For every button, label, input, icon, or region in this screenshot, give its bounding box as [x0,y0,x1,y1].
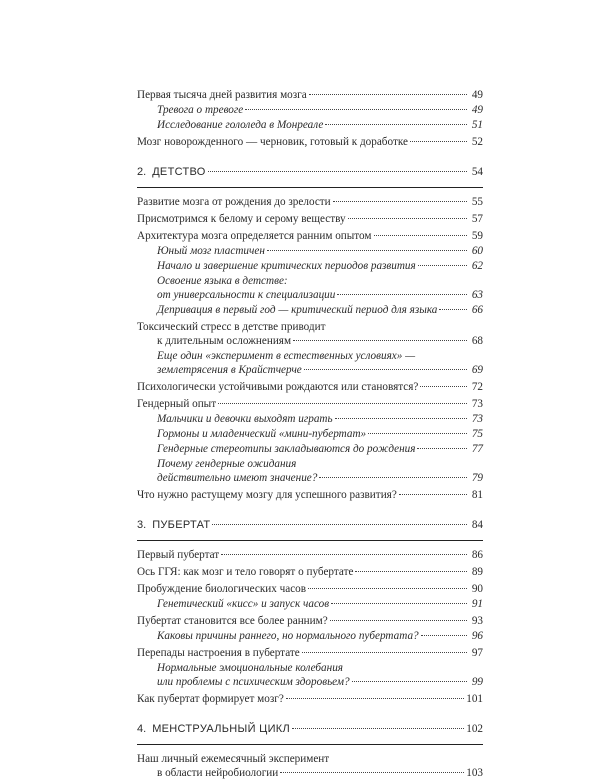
page-number: 60 [471,245,483,257]
page-number: 99 [471,676,483,688]
page-number: 103 [466,767,483,779]
entry-title: Архитектура мозга определяется ранним опытом [137,230,372,242]
toc-entry[interactable] [137,88,483,102]
dot-leader [309,94,467,95]
toc-subentry[interactable] [137,259,483,273]
entry-title: Первый пубертат [137,549,220,561]
entry-line [137,244,483,258]
entry-title: Еще один «эксперимент в естественных условиях» — [157,350,416,362]
entry-line [137,397,483,411]
entry-line [137,303,483,317]
toc-entry[interactable] [137,582,483,596]
entry-title: Гендерный опыт [137,398,217,410]
toc-subentry[interactable] [137,349,483,377]
entry-title: Тревога о тревоге [157,104,244,116]
section-spacer [137,745,483,749]
toc-subentry[interactable] [137,457,483,485]
entry-line [137,597,483,611]
toc-entry[interactable] [137,565,483,579]
entry-title: Почему гендерные ожидания [157,458,297,470]
dot-leader [218,403,467,404]
entry-title: Токсический стресс в детстве приводит [137,321,326,333]
toc-subentry[interactable] [137,629,483,643]
entry-line [137,752,483,766]
dot-leader [280,772,464,773]
entry-line [137,427,483,441]
dot-leader [352,681,467,682]
section-heading[interactable] [137,165,483,179]
entry-title: Гендерные стереотипы закладываются до рождения [157,443,416,455]
entry-title: Что нужно растущему мозгу для успешного развития? [137,489,397,501]
entry-title: или проблемы с психическим здоровьем? [157,676,350,688]
toc-entry[interactable] [137,752,483,780]
page-number: 79 [471,472,483,484]
entry-title: Мальчики и девочки выходят играть [157,413,333,425]
toc-entry[interactable] [137,212,483,226]
dot-leader [267,250,467,251]
toc-entry[interactable] [137,614,483,628]
entry-line [137,675,483,689]
page-number: 89 [471,566,483,578]
entry-line [137,320,483,334]
toc-subentry[interactable] [137,597,483,611]
entry-title: от универсальности к специализации [157,289,336,301]
dot-leader [399,494,467,495]
entry-line [137,135,483,149]
page-number: 52 [471,136,483,148]
page-number: 55 [471,196,483,208]
page-number: 72 [471,381,483,393]
page-number: 57 [471,213,483,225]
entry-title: Освоение языка в детстве: [157,275,288,287]
entry-line [137,103,483,117]
entry-line [137,363,483,377]
page-number: 49 [471,104,483,116]
entry-line [137,229,483,243]
section-number: 2. [137,166,147,178]
page-number: 75 [471,428,483,440]
toc-subentry[interactable] [137,412,483,426]
page-number: 81 [471,489,483,501]
section-number: 3. [137,519,147,531]
entry-line [137,195,483,209]
dot-leader [331,603,467,604]
page-number: 90 [471,583,483,595]
dot-leader [335,418,467,419]
dot-leader [302,652,467,653]
entry-line [137,614,483,628]
page-number: 54 [471,166,483,178]
page-number: 59 [471,230,483,242]
entry-line [137,334,483,348]
entry-title: Генетический «кисс» и запуск часов [157,598,330,610]
dot-leader [420,386,467,387]
entry-title: Как пубертат формирует мозг? [137,693,284,705]
entry-line [137,692,483,706]
entry-line [137,488,483,502]
dot-leader [221,554,467,555]
entry-line [137,259,483,273]
entry-title: Депривация в первый год — критический период для языка [157,304,438,316]
page-number: 66 [471,304,483,316]
dot-leader [325,124,467,125]
entry-title: в области нейробиологии [157,767,279,779]
dot-leader [348,218,467,219]
entry-title: Гормоны и младенческий «мини-пубертат» [157,428,367,440]
toc-entry[interactable] [137,488,483,502]
entry-line [137,274,483,288]
entry-line [137,88,483,102]
toc-subentry[interactable] [137,118,483,132]
dot-leader [245,109,467,110]
page-number: 97 [471,647,483,659]
dot-leader [212,524,467,525]
entry-title: Развитие мозга от рождения до зрелости [137,196,331,208]
dot-leader [286,698,464,699]
toc-entry[interactable] [137,320,483,348]
entry-title: к длительным осложнениям [157,335,292,347]
entry-line [137,412,483,426]
toc-entry[interactable] [137,397,483,411]
entry-line [137,349,483,363]
entry-line [137,288,483,302]
page-number: 77 [471,443,483,455]
entry-title: Нормальные эмоциональные колебания [157,662,343,674]
section-heading[interactable] [137,518,483,532]
page-number: 62 [471,260,483,272]
toc-subentry[interactable] [137,244,483,258]
page-number: 73 [471,413,483,425]
toc-entry[interactable] [137,548,483,562]
entry-line [137,457,483,471]
section-title: ДЕТСТВО [152,166,206,178]
toc-entry[interactable] [137,646,483,660]
entry-line [137,766,483,780]
entry-title: Каковы причины раннего, но нормального пубертата? [157,630,419,642]
dot-leader [355,571,467,572]
entry-line [137,661,483,675]
entry-line [137,582,483,596]
entry-line [137,118,483,132]
entry-title: Психологически устойчивыми рождаются или становятся? [137,381,419,393]
toc-entry[interactable] [137,135,483,149]
section-title: МЕНСТРУАЛЬНЫЙ ЦИКЛ [152,723,291,735]
dot-leader [417,448,467,449]
section-number: 4. [137,723,147,735]
dot-leader [337,294,467,295]
dot-leader [319,477,467,478]
page-number: 96 [471,630,483,642]
dot-leader [374,235,467,236]
section-spacer [137,541,483,545]
section-spacer [137,188,483,192]
entry-title: действительно имеют значение? [157,472,318,484]
toc-entry[interactable] [137,692,483,706]
toc-entry[interactable] [137,380,483,394]
toc-subentry[interactable] [137,661,483,689]
page-number: 84 [471,519,483,531]
toc-subentry[interactable] [137,442,483,456]
dot-leader [292,728,464,729]
entry-line [137,548,483,562]
entry-title: Мозг новорожденного — черновик, готовый к доработке [137,136,408,148]
entry-line [137,629,483,643]
entry-line [137,442,483,456]
section-heading[interactable] [137,722,483,736]
page-number: 86 [471,549,483,561]
entry-title: Начало и завершение критических периодов развития [157,260,416,272]
page-number: 51 [471,119,483,131]
entry-line [137,565,483,579]
entry-title: Перепады настроения в пубертате [137,647,300,659]
dot-leader [304,369,467,370]
dot-leader [421,635,467,636]
dot-leader [330,620,467,621]
toc-subentry[interactable] [137,103,483,117]
page-number: 49 [471,89,483,101]
page-number: 68 [471,335,483,347]
toc-entry[interactable] [137,195,483,209]
entry-title: Присмотримся к белому и серому веществу [137,213,346,225]
page-number: 101 [466,693,483,705]
table-of-contents [137,88,483,780]
entry-line [137,212,483,226]
dot-leader [439,309,467,310]
page-number: 102 [466,723,483,735]
dot-leader [418,265,467,266]
entry-title: Первая тысяча дней развития мозга [137,89,307,101]
entry-title: Наш личный ежемесячный эксперимент [137,753,330,765]
entry-title: Юный мозг пластичен [157,245,265,257]
entry-line [137,646,483,660]
entry-title: Ось ГГЯ: как мозг и тело говорят о пубертате [137,566,354,578]
toc-subentry[interactable] [137,427,483,441]
toc-subentry[interactable] [137,303,483,317]
section-title: ПУБЕРТАТ [152,519,211,531]
dot-leader [368,433,467,434]
page-number: 73 [471,398,483,410]
page-number: 63 [471,289,483,301]
dot-leader [293,340,467,341]
dot-leader [308,588,467,589]
entry-line [137,380,483,394]
toc-entry[interactable] [137,229,483,243]
entry-line [137,471,483,485]
dot-leader [333,201,467,202]
entry-title: землетрясения в Крайстчерче [157,364,302,376]
entry-title: Исследование гололеда в Монреале [157,119,324,131]
dot-leader [410,141,467,142]
entry-title: Пубертат становится все более ранним? [137,615,328,627]
page-number: 69 [471,364,483,376]
entry-title: Пробуждение биологических часов [137,583,307,595]
toc-subentry[interactable] [137,274,483,302]
page-number: 93 [471,615,483,627]
dot-leader [208,171,467,172]
page-number: 91 [471,598,483,610]
